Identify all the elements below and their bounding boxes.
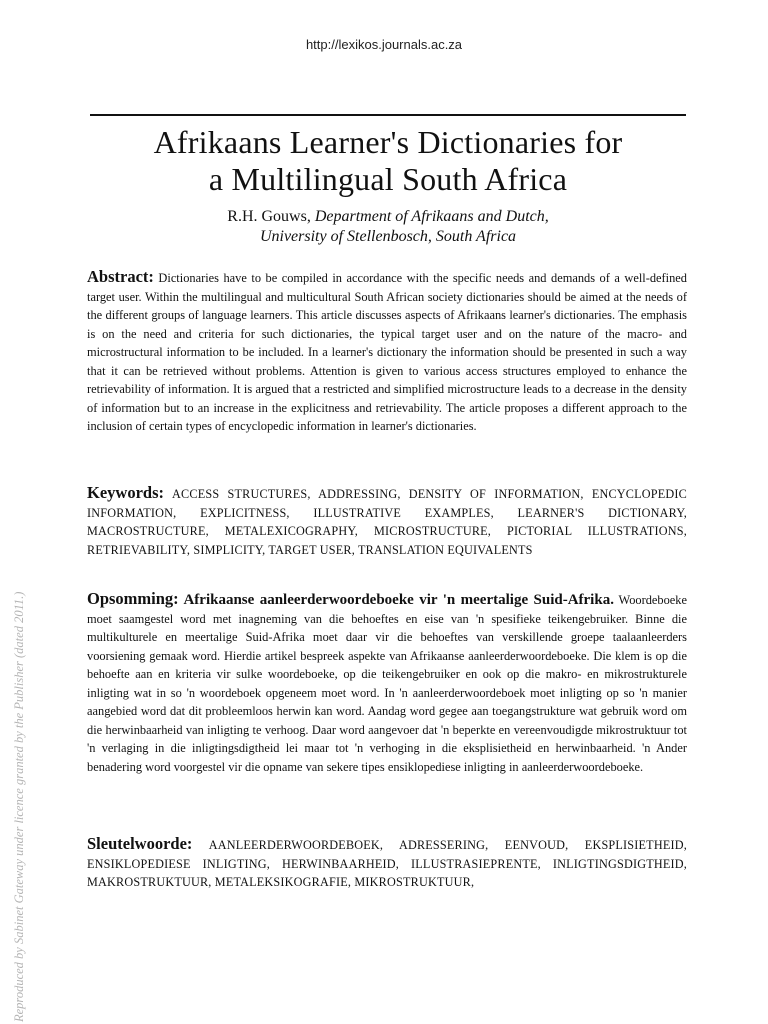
abstract-heading: Abstract: (87, 267, 154, 286)
opsomming-section (87, 590, 687, 776)
author-name: R.H. Gouws, (227, 208, 311, 225)
sleutelwoorde-section (87, 835, 687, 892)
abstract-section (87, 268, 687, 436)
opsomming-subtitle: Afrikaanse aanleerderwoordeboeke vir 'n meertalige Suid-Afrika. (183, 592, 614, 608)
sleutelwoorde-text: AANLEERDERWOORDEBOEK, ADRESSERING, EENVOUD, EKSPLISIETHEID, ENSIKLOPEDIESE INLIGTING, HERWINBAARHEID, ILLUSTRASIEPRENTE, INLIGTINGSDIGTHEID, MAKROSTRUKTUUR, METALEKSIKOGRAFIE, MIKROSTRUKTUUR, (87, 838, 687, 889)
keywords-text: ACCESS STRUCTURES, ADDRESSING, DENSITY OF INFORMATION, ENCYCLOPEDIC INFORMATION, EXPLICITNESS, ILLUSTRATIVE EXAMPLES, LEARNER'S DICTIONARY, MACROSTRUCTURE, METALEXICOGRAPHY, MICROSTRUCTURE, PICTORIAL ILLUSTRATIONS, RETRIEVABILITY, SIMPLICITY, TARGET USER, TRANSLATION EQUIVALENTS (87, 487, 687, 557)
title-line-1: Afrikaans Learner's Dictionaries for (153, 124, 623, 160)
author-affiliation-line-2: University of Stellenbosch, South Africa (259, 228, 517, 245)
watermark-text: Reproduced by Sabinet Gateway under licence granted by the Publisher (dated 2011.) (12, 591, 26, 1022)
sabinet-watermark (0, 0, 24, 1024)
keywords-heading: Keywords: (87, 483, 164, 502)
title-rule (90, 114, 686, 116)
abstract-text: Dictionaries have to be compiled in accordance with the specific needs and demands of a well-defined target user. Within the multilingual and multicultural South African society dictionaries should be aimed at the needs of the different groups of language learners. This article discusses aspects of Afrikaans learner's dictionaries. The emphasis is on the need and criteria for such dictionaries, the typical target user and on the nature of the macro- and microstructural information to be included. In a learner's dictionary the information should be presented in such a way that it can be retrieved without problems. Attention is given to various access structures employed to enhance the retrievability of information. It is argued that a restricted and simplified microstructure leads to a decrease in the density of information but to an increase in the explicitness and retrievability. The article proposes a different approach to the inclusion of certain types of encyclopedic information in learner's dictionaries. (87, 271, 687, 433)
journal-url: http://lexikos.journals.ac.za (305, 37, 463, 52)
keywords-section (87, 484, 687, 559)
author-block (90, 207, 686, 247)
paper-title (70, 124, 706, 198)
sleutelwoorde-heading: Sleutelwoorde: (87, 834, 193, 853)
opsomming-heading: Opsomming: (87, 589, 179, 608)
title-line-2: a Multilingual South Africa (208, 161, 568, 197)
author-affiliation-line-1: Department of Afrikaans and Dutch, (314, 208, 549, 225)
opsomming-text: Woordeboeke moet saamgestel word met inagneming van die behoeftes en eise van 'n spesifieke teikengebruiker. Binne die multikulturele en meertalige Suid-Afrika moet daar vir die behoeftes van verskillende groepe taalaanleerders voorsiening gemaak word. Hierdie artikel bespreek aspekte van Afrikaanse aanleerderwoordeboeke. Die klem is op die behoefte aan en kriteria vir sulke woordeboeke, op die teikengebruiker en ook op die makro- en mikrostrukturele inligting wat in so 'n woordeboek opgeneem moet word. In 'n aanleerderwoordeboek moet inligting op so 'n manier aangebied word dat dit probleemloos herwin kan word. Aandag word gegee aan toegangstrukture wat gebruik word om die herwinbaarheid van inligting te verhoog. Daar word aangevoer dat 'n beperkte en vereenvoudigde mikrostruktuur tot 'n verlaging in die inligtingsdigtheid lei maar tot 'n verhoging in die eksplisietheid en herwinbaarheid. 'n Ander benadering word voorgestel vir die opname van sekere tipes ensiklopediese inligting in aanleerderwoordeboeke. (87, 593, 687, 774)
